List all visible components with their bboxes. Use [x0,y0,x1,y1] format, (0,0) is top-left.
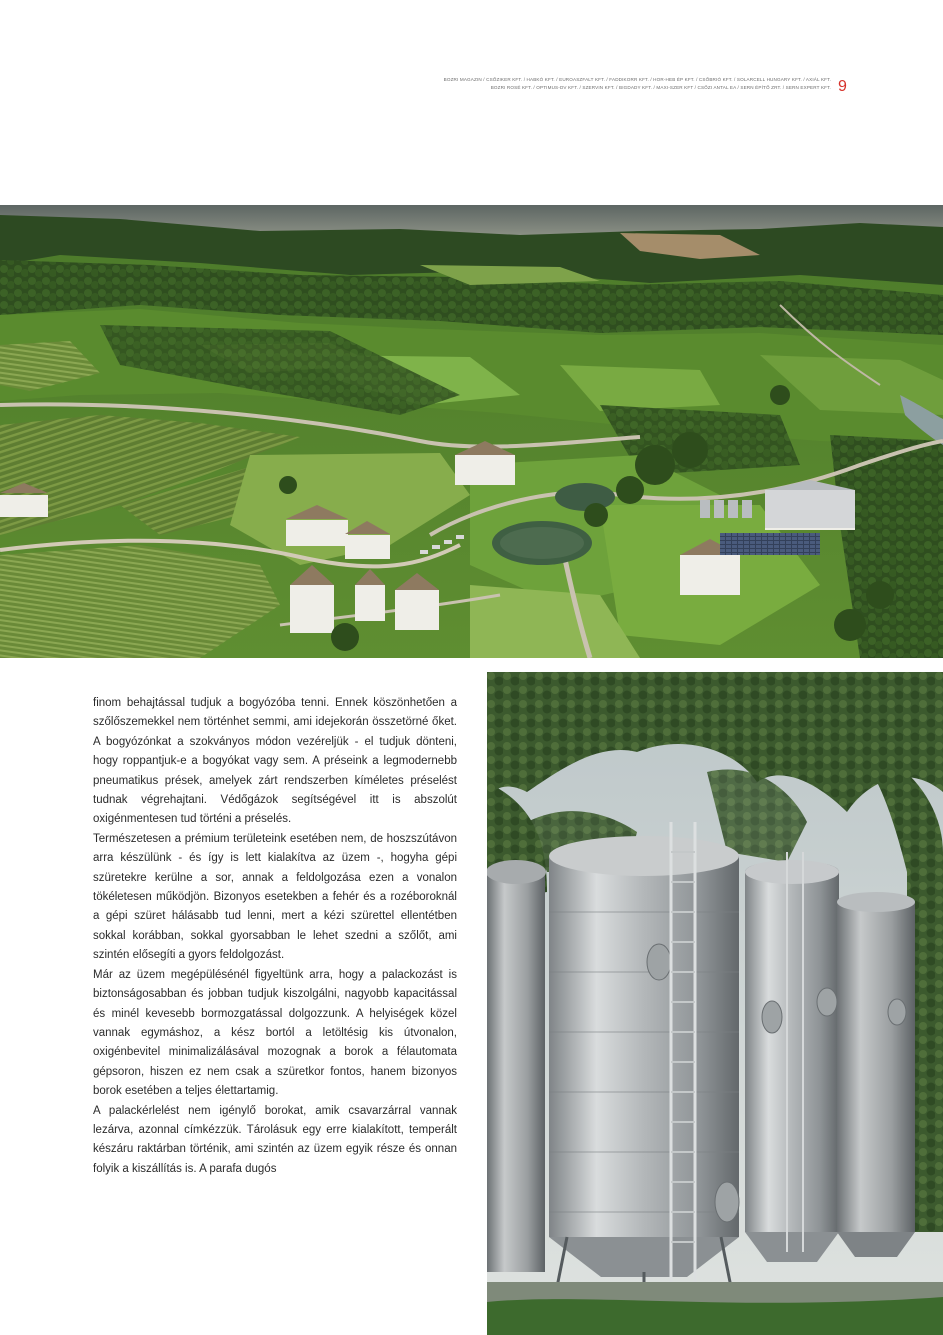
article-paragraph: Természetesen a prémium területeink esetében nem, de hoszszútávon arra készülünk - és így is lett kialakítva az üzem -, hogyha gépi szüretekre kerülne a sor, annak a feldolgozása ezen a vonalon tökéletesen működjön. Bizonyos esetekben a fehér és a rozéboroknál a gépi szüret hálásabb tud lenni, mert a kézi szürettel ellentétben sokkal korábban, sokkal gyorsabban le lehet szedni a szőlőt, ami szintén elősegíti a gyors feldolgozást. [93,832,457,962]
article-body [93,694,457,1179]
article-paragraph: Már az üzem megépülésénél figyeltünk arra, hogy a palackozást is biztonságosabban és jobban tudjuk kiszolgálni, nagyobb kapacitással és minél kevesebb bormozgatással dolgozzunk. A helyiségek közel vannak egymáshoz, a kész bortól a letöltésig kis útvonalon, oxigénbevitel minimalizálásával mozognak a borok a félautomata gépsoron, hiszen ez nem csak a szüretkor fontos, hanem bizonyos borok esetében a teljes élettartamig. [93,968,457,1098]
article-paragraph: A palackérlelést nem igénylő borokat, amik csavarzárral vannak lezárva, azonnal címkézzük. Tárolásuk egy erre kialakított, temperált készáru raktárban történik, ami szintén az üzem egyik része és onnan folyik a kiszállítás is. A parafa dugós [93,1104,457,1175]
page-number: 9 [838,78,847,95]
article-paragraph: finom behajtással tudjuk a bogyózóba tenni. Ennek köszönhetően a szőlőszemekkel nem történhet semmi, ami idejekorán összetörné őket. A bogyózónkat a szokványos módon vezéreljük - el tudjuk dönteni, hogy roppantjuk-e a bogyókat vagy sem. A préseink a legmodernebb pneumatikus prések, amelyek zárt rendszerben kíméletes préselést tudnak végrehajtani. Védőgázok segítségével itt is abszolút oxigénmentesen tud történi a préselés. [93,697,457,826]
wine-tanks-photo [487,672,943,1335]
sponsor-line-1: BOZRI MAGAZIN / CSŐZIKER KFT. / HABKÓ KFT. / EUROASZFALT KFT. / FADDIKORR KFT. / HOR-HEB ÉP KFT. / CSŐBRIÓ KFT. / SOLARCELL HUNGARY KFT. / AXIÁL KFT. [443,77,831,82]
sponsor-header [411,76,831,92]
aerial-vineyard-photo [0,205,943,658]
sponsor-line-2: BOZRI ROSÉ KFT. / OPTIMUS-DV KFT. / SZERVIN KFT. / BIGDADY KFT. / MAXI-SZER KFT / CSŐZI ANTAL EA / SERN ÉPÍTŐ ZRT. / SERN EXPERT KFT. [490,85,831,90]
